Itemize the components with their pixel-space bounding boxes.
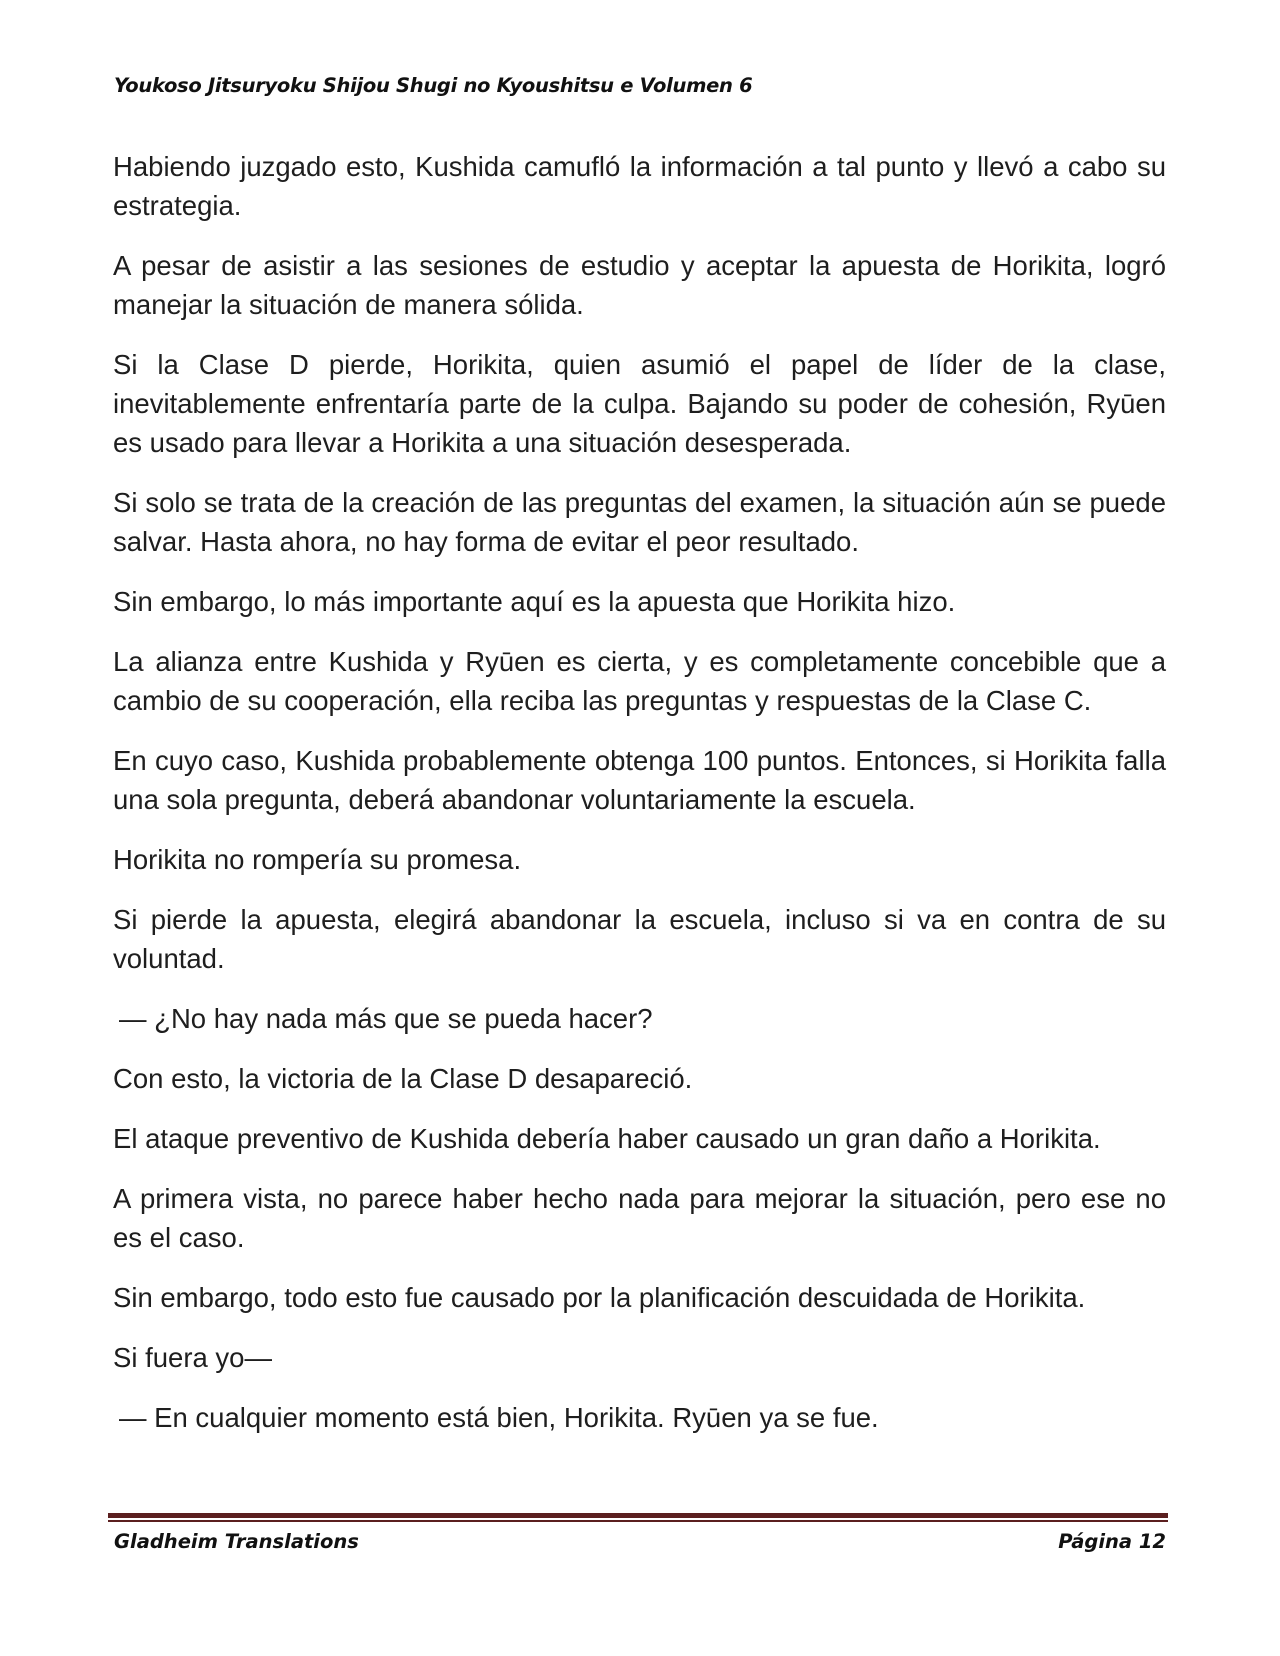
- paragraph: Si la Clase D pierde, Horikita, quien asumió el papel de líder de la clase, inevitablemente enfrentaría parte de la culpa. Bajando su poder de cohesión, Ryūen es usado para llevar a Horikita a una situación desesperada.: [113, 349, 1166, 458]
- paragraph: Con esto, la victoria de la Clase D desapareció.: [113, 1063, 693, 1094]
- footer-divider-thick: [108, 1513, 1168, 1518]
- paragraph: Si fuera yo—: [113, 1342, 272, 1373]
- page-header-title: Youkoso Jitsuryoku Shijou Shugi no Kyoushitsu e Volumen 6: [114, 74, 753, 97]
- paragraph: A pesar de asistir a las sesiones de estudio y aceptar la apuesta de Horikita, logró manejar la situación de manera sólida.: [113, 250, 1166, 320]
- footer-publisher: Gladheim Translations: [114, 1530, 359, 1553]
- footer-divider: [108, 1513, 1168, 1522]
- paragraph: En cuyo caso, Kushida probablemente obtenga 100 puntos. Entonces, si Horikita falla una sola pregunta, deberá abandonar voluntariamente la escuela.: [113, 745, 1166, 815]
- paragraph: La alianza entre Kushida y Ryūen es cierta, y es completamente concebible que a cambio de su cooperación, ella reciba las preguntas y respuestas de la Clase C.: [113, 646, 1166, 716]
- paragraph: Habiendo juzgado esto, Kushida camufló la información a tal punto y llevó a cabo su estrategia.: [113, 151, 1166, 221]
- paragraph: A primera vista, no parece haber hecho nada para mejorar la situación, pero ese no es el caso.: [113, 1183, 1166, 1253]
- footer-divider-thin: [108, 1520, 1168, 1522]
- paragraph: Sin embargo, lo más importante aquí es la apuesta que Horikita hizo.: [113, 586, 956, 617]
- footer-page-number: Página 12: [1058, 1530, 1166, 1553]
- body-text: [113, 147, 1166, 1458]
- paragraph: Si solo se trata de la creación de las preguntas del examen, la situación aún se puede salvar. Hasta ahora, no hay forma de evitar el peor resultado.: [113, 487, 1166, 557]
- paragraph: Sin embargo, todo esto fue causado por la planificación descuidada de Horikita.: [113, 1282, 1086, 1313]
- paragraph: Horikita no rompería su promesa.: [113, 844, 522, 875]
- dialogue-line: — ¿No hay nada más que se pueda hacer?: [119, 1003, 653, 1034]
- paragraph: El ataque preventivo de Kushida debería haber causado un gran daño a Horikita.: [113, 1123, 1101, 1154]
- dialogue-line: — En cualquier momento está bien, Horikita. Ryūen ya se fue.: [119, 1402, 879, 1433]
- paragraph: Si pierde la apuesta, elegirá abandonar la escuela, incluso si va en contra de su voluntad.: [113, 904, 1166, 974]
